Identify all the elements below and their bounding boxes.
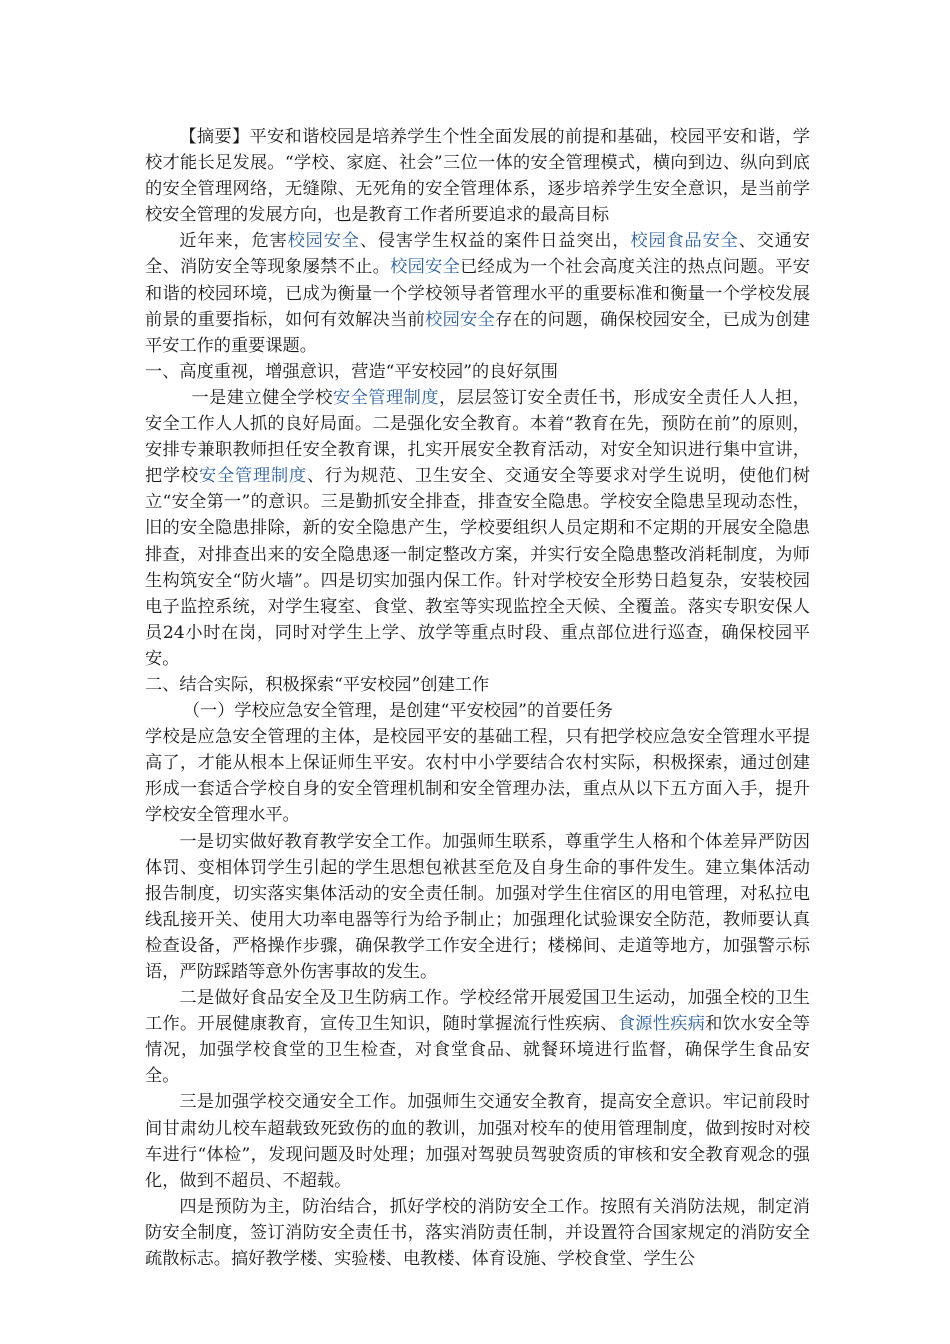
section1-text-3: 、行为规范、卫生安全、交通安全等要求对学生说明，使他们树立“安全第一”的意识。三是勤抓安全排查，排查安全隐患。学校安全隐患呈现动态性，旧的安全隐患排除，新的安全隐患产生，学校要组织人员定期和不定期的开展安全隐患排查，对排查出来的安全隐患逐一制定整改方案，并实行安全隐患整改消耗制度，为师生构筑安全“防火墙”。四是切实加强内保工作。针对学校安全形势日趋复杂，安装校园电子监控系统，对学生寝室、食堂、教室等实现监控全天候、全覆盖。落实专职安保人员24小时在岗，同时对学生上学、放学等重点时段、重点部位进行巡查，确保校园平安。: [145, 466, 810, 669]
link-campus-safety-3[interactable]: 校园安全: [425, 309, 496, 330]
section2-paragraph-5: 四是预防为主，防治结合，抓好学校的消防安全工作。按照有关消防法规，制定消防安全制度，签订消防安全责任书，落实消防责任制，并设置符合国家规定的消防安全疏散标志。搞好教学楼、实验楼、电教楼、体育设施、学校食堂、学生公: [145, 1196, 810, 1270]
link-campus-safety-1[interactable]: 校园安全: [287, 231, 360, 252]
link-foodborne-disease[interactable]: 食源性疾病: [617, 1014, 706, 1035]
section1-paragraph: [145, 385, 810, 672]
link-safety-management-system-2[interactable]: 安全管理制度: [198, 466, 307, 487]
abstract-paragraph: [145, 124, 810, 228]
section2-paragraph-2: 一是切实做好教育教学安全工作。加强师生联系，尊重学生人格和个体差异严防因体罚、变相体罚学生引起的学生思想包袱甚至危及自身生命的事件发生。建立集体活动报告制度，切实落实集体活动的安全责任制。加强对学生住宿区的用电管理，对私拉电线乱接开关、使用大功率电器等行为给予制止；加强理化试验课安全防范，教师要认真检查设备，严格操作步骤，确保教学工作安全进行；楼梯间、走道等地方，加强警示标语，严防踩踏等意外伤害事故的发生。: [145, 831, 810, 982]
abstract-label: 【摘要】: [179, 127, 250, 147]
section2-p3-text-2: 和饮水安全等情况，加强学校食堂的卫生检查，对食堂食品、就餐环境进行监督，确保学生食品安全。: [145, 1014, 810, 1087]
intro-text-5: 存在的问题，确保校园安全，已成为创建平安工作的重要课题。: [145, 309, 810, 356]
section2-p3-text-1: 二是做好食品安全及卫生防病工作。学校经常开展爱国卫生运动，加强全校的卫生工作。开展健康教育，宣传卫生知识，随时掌握流行性疾病、: [145, 988, 810, 1035]
document-body: [145, 124, 810, 1272]
section1-text-2: ，层层签订安全责任书，形成安全责任人人担，安全工作人人抓的良好局面。二是强化安全教育。本着“教育在先，预防在前”的原则，安排专兼职教师担任安全教育课，扎实开展安全教育活动，对安全知识进行集中宣讲，把学校: [145, 387, 810, 487]
section2-heading: 二、结合实际，积极探索“平安校园”创建工作: [145, 674, 490, 695]
link-campus-food-safety[interactable]: 校园食品安全: [630, 231, 739, 252]
intro-text-1: 近年来，危害: [179, 231, 288, 252]
link-campus-safety-2[interactable]: 校园安全: [390, 257, 461, 278]
link-safety-management-system-1[interactable]: 安全管理制度: [332, 387, 440, 408]
intro-text-3: 、交通安全、消防安全等现象屡禁不止。: [145, 231, 810, 278]
section1-heading: 一、高度重视，增强意识，营造“平安校园”的良好氛围: [145, 361, 558, 382]
intro-text-2: 、侵害学生权益的案件日益突出，: [359, 231, 631, 252]
section2-paragraph-3: [145, 985, 810, 1089]
section2-paragraph-4: 三是加强学校交通安全工作。加强师生交通安全教育，提高安全意识。牢记前段时间甘肃幼儿校车超载致死致伤的血的教训，加强对校车的使用管理制度，做到按时对校车进行“体检”，发现问题及时处理；加强对驾驶员驾驶资质的审核和安全教育观念的强化，做到不超员、不超载。: [145, 1092, 810, 1191]
abstract-text: 平安和谐校园是培养学生个性全面发展的前提和基础，校园平安和谐，学校才能长足发展。“学校、家庭、社会”三位一体的安全管理模式，横向到边、纵向到底的安全管理网络，无缝隙、无死角的安全管理体系，逐步培养学生安全意识，是当前学校安全管理的发展方向，也是教育工作者所要追求的最高目标: [145, 127, 810, 226]
section2-paragraph-1: 学校是应急安全管理的主体，是校园平安的基础工程，只有把学校应急安全管理水平提高了，才能从根本上保证师生平安。农村中小学要结合农村实际，积极探索，通过创建形成一套适合学校自身的安全管理机制和安全管理办法，重点从以下五方面入手，提升学校安全管理水平。: [145, 727, 810, 826]
intro-paragraph: [145, 228, 810, 358]
section1-text-1: 一是建立健全学校: [191, 387, 333, 408]
section2-subheading: （一）学校应急安全管理，是创建“平安校园”的首要任务: [182, 701, 613, 722]
intro-text-4: 已经成为一个社会高度关注的热点问题。平安和谐的校园环境，已成为衡量一个学校领导者管理水平的重要标准和衡量一个学校发展前景的重要指标，如何有效解决当前: [145, 257, 810, 330]
